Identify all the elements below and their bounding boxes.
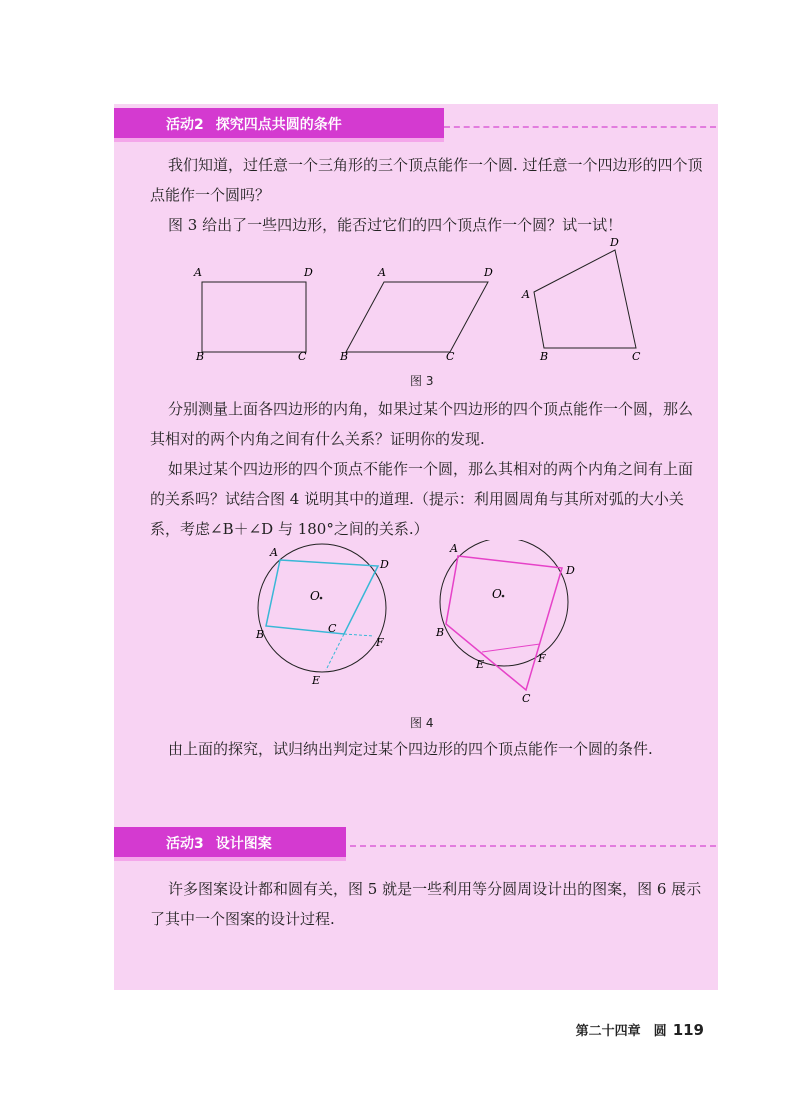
header-dashed-line xyxy=(350,845,716,847)
vertex-label: D xyxy=(610,236,619,249)
paragraph: 我们知道，过任意一个三角形的三个顶点能作一个圆. 过任意一个四边形的四个顶点能作一个圆吗？ xyxy=(150,156,703,204)
page-footer xyxy=(576,1020,704,1039)
chapter-title: 第二十四章 圆 xyxy=(575,1024,667,1039)
activity2-header xyxy=(114,108,444,142)
vertex-label: F xyxy=(376,636,384,649)
vertex-label: B xyxy=(340,350,349,363)
vertex-label: A xyxy=(270,546,278,559)
vertex-label: B xyxy=(256,628,265,641)
vertex-label: E xyxy=(476,658,485,671)
paragraph: 分别测量上面各四边形的内角，如果过某个四边形的四个顶点能作一个圆，那么其相对的两个内角之间有什么关系？证明你的发现. xyxy=(150,400,694,448)
paragraph: 许多图案设计都和圆有关，图 5 就是一些利用等分圆周设计出的图案，图 6 展示了其中一个图案的设计过程. xyxy=(150,880,702,928)
vertex-label: B xyxy=(540,350,549,363)
vertex-label: F xyxy=(538,652,546,665)
vertex-label: A xyxy=(378,266,386,279)
vertex-label: C xyxy=(328,622,337,635)
activity3-title: 设计图案 xyxy=(215,836,272,852)
rectangle-abcd xyxy=(193,266,313,363)
figure-3 xyxy=(180,236,650,366)
figure-4-left xyxy=(255,544,389,687)
vertex-label: E xyxy=(312,674,321,687)
paragraph: 由上面的探究，试归纳出判定过某个四边形的四个顶点能作一个圆的条件. xyxy=(168,740,653,758)
paragraph: 如果过某个四边形的四个顶点不能作一个圆，那么其相对的两个内角之间有上面的关系吗？试结合图 4 说明其中的道理.（提示：利用圆周角与其所对弧的大小关系，考虑∠B＋∠D 与 180°之间的关系.） xyxy=(150,460,694,538)
header-dashed-line xyxy=(444,126,716,128)
activity3-label: 活动3 xyxy=(166,836,204,852)
vertex-label: D xyxy=(304,266,313,279)
vertex-label: C xyxy=(298,350,307,363)
vertex-label: A xyxy=(450,542,458,555)
vertex-label: D xyxy=(566,564,575,577)
vertex-label: C xyxy=(522,692,531,705)
center-label: O xyxy=(492,587,502,601)
vertex-label: C xyxy=(446,350,455,363)
parallelogram-abcd xyxy=(339,266,493,363)
figure-4-caption: 图 4 xyxy=(410,716,434,730)
center-label: O xyxy=(310,589,320,603)
figure-4 xyxy=(250,540,610,710)
activity3-header xyxy=(114,827,346,861)
vertex-label: B xyxy=(436,626,445,639)
vertex-label: B xyxy=(196,350,205,363)
paragraph: 图 3 给出了一些四边形，能否过它们的四个顶点作一个圆？试一试！ xyxy=(168,216,623,234)
activity2-label: 活动2 xyxy=(166,117,204,133)
irregular-quadrilateral-abcd xyxy=(521,236,641,363)
vertex-label: D xyxy=(484,266,493,279)
vertex-label: A xyxy=(194,266,202,279)
vertex-label: A xyxy=(522,288,530,301)
figure-3-caption: 图 3 xyxy=(410,374,434,388)
page-number: 119 xyxy=(672,1021,704,1039)
activity2-title: 探究四点共圆的条件 xyxy=(215,117,342,133)
figure-4-right xyxy=(435,540,575,705)
vertex-label: D xyxy=(380,558,389,571)
vertex-label: C xyxy=(632,350,641,363)
